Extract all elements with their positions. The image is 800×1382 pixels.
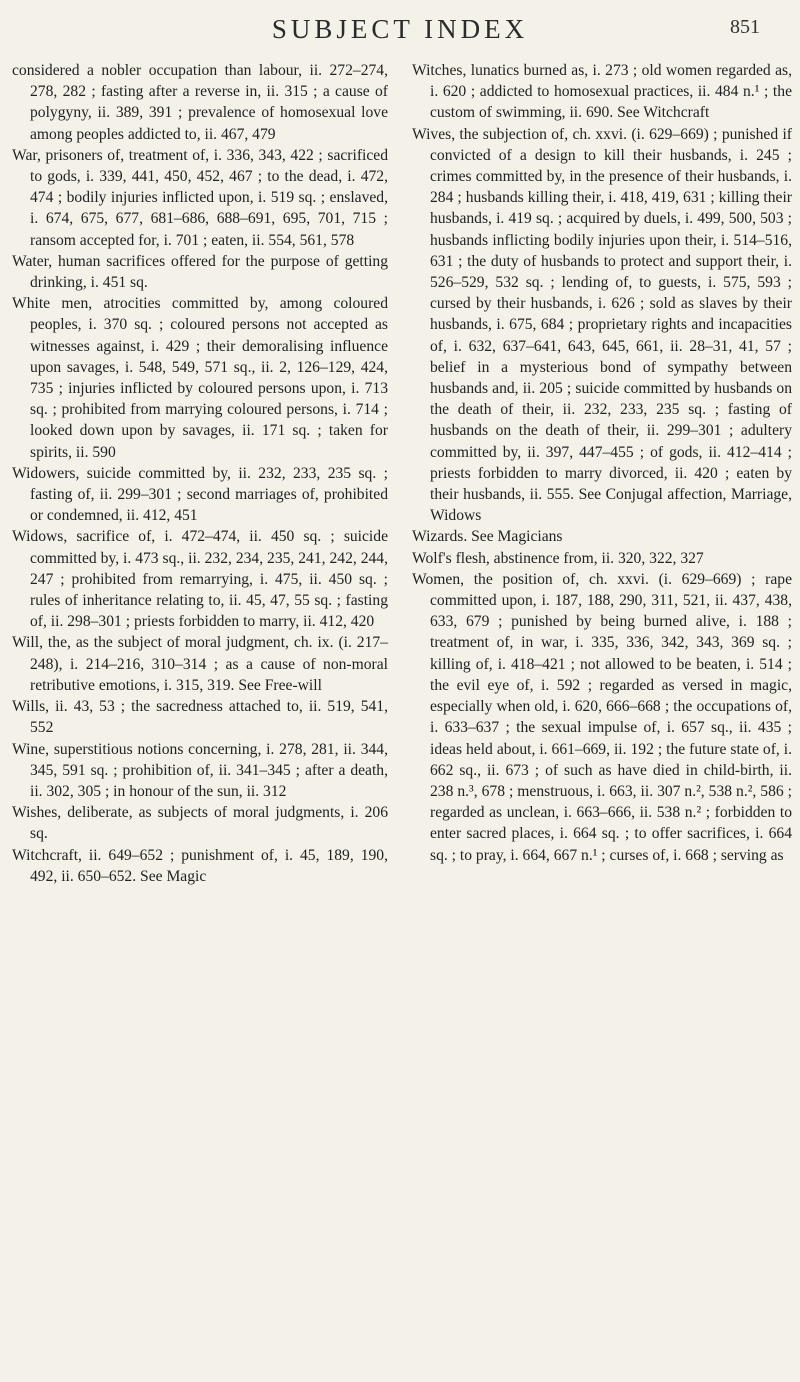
index-entry: Witches, lunatics burned as, i. 273 ; old women regarded as, i. 620 ; addicted to homosexual practices, ii. 484 n.¹ ; the custom of swimming, ii. 690. See Witchcraft [412, 62, 792, 122]
page-number: 851 [730, 16, 760, 38]
index-entry: considered a nobler occupation than labour, ii. 272–274, 278, 282 ; fasting after a reverse in, ii. 315 ; a cause of polygyny, ii. 389, 391 ; prevalence of homosexual love among peoples addicted to, ii. 467, 479 [12, 62, 388, 143]
index-entry: Will, the, as the subject of moral judgment, ch. ix. (i. 217–248), i. 214–216, 310–314 ; as a cause of non-moral retributive emotions, i. 315, 319. See Free-will [12, 634, 388, 694]
index-columns [8, 60, 792, 887]
right-column [412, 60, 792, 887]
index-entry: Wives, the subjection of, ch. xxvi. (i. 629–669) ; punished if convicted of a design to kill their husbands, i. 245 ; crimes committed by, in the presence of their husbands, i. 284 ; husbands killing their, i. 418, 419, 631 ; killing their husbands, i. 419 sq. ; acquired by duels, i. 499, 500, 503 ; husbands inflicting bodily injuries upon their, i. 514–516, 631 ; the duty of husbands to protect and support their, i. 526–529, 532 sq. ; lending of, to guests, i. 575, 593 ; cursed by their husbands, i. 626 ; sold as slaves by their husbands, i. 675, 684 ; proprietary rights and incapacities of, i. 632, 637–641, 643, 645, 661, ii. 28–31, 41, 57 ; belief in a mysterious bond of sympathy between husbands and, ii. 205 ; suicide committed by husbands on the death of their, ii. 232, 233, 235 sq. ; fasting of husbands on the death of their, ii. 299–301 ; adultery committed by, ii. 397, 447–455 ; of gods, ii. 412–414 ; priests forbidden to marry divorced, ii. 420 ; eaten by their husbands, ii. 555. See Conjugal affection, Marriage, Widows [412, 125, 792, 525]
index-entry: Wishes, deliberate, as subjects of moral judgments, i. 206 sq. [12, 804, 388, 843]
index-entry: Widowers, suicide committed by, ii. 232, 233, 235 sq. ; fasting of, ii. 299–301 ; second marriages of, prohibited or condemned, ii. 412, 451 [12, 464, 388, 525]
index-entry: Widows, sacrifice of, i. 472–474, ii. 450 sq. ; suicide committed by, i. 473 sq., ii. 232, 234, 235, 241, 242, 244, 247 ; prohibited from remarrying, i. 475, ii. 450 sq. ; rules of inheritance relating to, ii. 45, 47, 55 sq. ; fasting of, ii. 298–301 ; priests forbidden to marry, ii. 412, 420 [12, 528, 388, 631]
index-entry: Water, human sacrifices offered for the purpose of getting drinking, i. 451 sq. [12, 252, 388, 292]
left-column [8, 60, 388, 887]
index-entry: Women, the position of, ch. xxvi. (i. 629–669) ; rape committed upon, i. 187, 188, 290, 311, 521, ii. 437, 438, 633, 679 ; punished by being burned alive, i. 188 ; treatment of, in war, i. 335, 336, 342, 343, 369 sq. ; killing of, i. 418–421 ; not allowed to be beaten, i. 514 ; the evil eye of, i. 592 ; regarded as versed in magic, especially when old, i. 620, 666–668 ; the occupations of, i. 633–637 ; the sexual impulse of, i. 657 sq., ii. 435 ; ideas held about, i. 661–669, ii. 192 ; the future state of, i. 662 sq., ii. 673 ; of such as have died in child-birth, ii. 238 n.³, 678 ; menstruous, i. 663, ii. 307 n.², 538 n.², 586 ; regarded as unclean, i. 663–666, ii. 538 n.² ; forbidden to enter sacred places, i. 664 sq. ; to offer sacrifices, i. 664 sq. ; to pray, i. 664, 667 n.¹ ; curses of, i. 668 ; serving as [412, 570, 792, 864]
index-entry: Wolf's flesh, abstinence from, ii. 320, 322, 327 [412, 549, 704, 567]
page-header [0, 14, 800, 54]
index-entry: Witchcraft, ii. 649–652 ; punishment of, i. 45, 189, 190, 492, ii. 650–652. See Magic [12, 846, 388, 885]
index-entry: White men, atrocities committed by, among coloured peoples, i. 370 sq. ; coloured persons not accepted as witnesses against, i. 429 ; their demoralising influence upon savages, i. 548, 549, 571 sq., ii. 2, 126–129, 424, 735 ; injuries inflicted by coloured persons upon, i. 713 sq. ; prohibited from marrying coloured persons, i. 714 ; looked down upon by savages, ii. 171 sq. ; taken for spirits, ii. 590 [12, 295, 388, 461]
index-entry: Wine, superstitious notions concerning, i. 278, 281, ii. 344, 345, 591 sq. ; prohibition of, ii. 341–345 ; after a death, ii. 302, 305 ; in honour of the sun, ii. 312 [12, 740, 388, 800]
index-entry: Wills, ii. 43, 53 ; the sacredness attached to, ii. 519, 541, 552 [12, 698, 388, 737]
running-title: SUBJECT INDEX [271, 14, 529, 44]
index-entry: Wizards. See Magicians [412, 528, 563, 546]
index-entry: War, prisoners of, treatment of, i. 336, 343, 422 ; sacrificed to gods, i. 339, 441, 450, 452, 467 ; to the dead, i. 472, 474 ; bodily injuries inflicted upon, i. 519 sq. ; enslaved, i. 674, 675, 677, 681–686, 688–691, 695, 701, 715 ; ransom accepted for, i. 701 ; eaten, ii. 554, 561, 578 [12, 146, 388, 249]
